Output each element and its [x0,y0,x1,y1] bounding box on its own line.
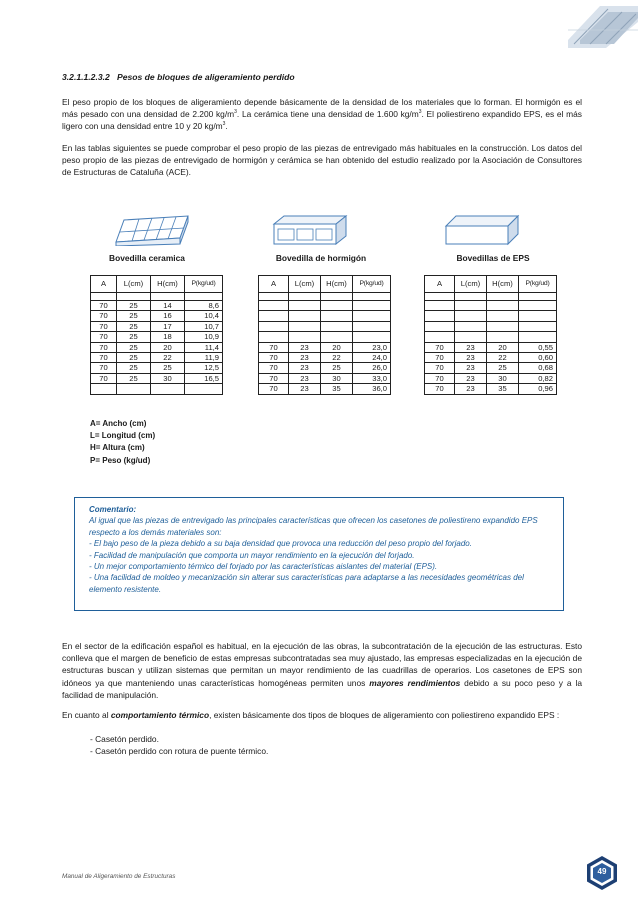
table-cell: 23 [455,373,487,383]
table-cell: 23 [289,352,321,362]
table-cell [185,384,223,394]
table-cell: 23 [289,373,321,383]
spacer-row [425,293,557,301]
table-cell: 20 [321,342,353,352]
table-header-row [425,276,557,293]
table-cell [321,301,353,311]
table-cell [117,384,151,394]
table-cell: 8,6 [185,301,223,311]
table-cell: 30 [487,373,519,383]
table-row [259,311,391,321]
table-cell: 70 [91,321,117,331]
column-header: P(kg/ud) [185,276,223,293]
table-row [91,311,223,321]
table-cell: 0,60 [519,352,557,362]
footer-manual-title: Manual de Aligeramiento de Estructuras [62,873,176,880]
table-cell: 23 [289,342,321,352]
table-ceramic [90,275,223,395]
intro-paragraph-density [62,96,582,133]
column-header: A [91,276,117,293]
comment-title: Comentario: [89,505,137,514]
table-row [425,301,557,311]
table-cell [519,311,557,321]
table-cell [425,311,455,321]
text-run: . El poliestireno expandido EPS, es el más ligero con una densidad entre 10 y 20 kg/m [62,109,582,132]
table-cell: 26,0 [353,363,391,373]
block-type-list [90,733,268,757]
table-cell: 23 [289,384,321,394]
table-cell: 25 [117,373,151,383]
table-cell: 70 [91,353,117,363]
table-cell: 30 [321,373,353,383]
table-row [259,321,391,331]
table-cell: 35 [487,384,519,394]
table-cell [151,384,185,394]
table-row [91,301,223,311]
eps-block-illustration [444,212,520,246]
text-run: En cuanto al [62,710,109,720]
table-cell: 20 [151,342,185,352]
table-row [259,352,391,362]
table-cell [487,311,519,321]
corner-decoration-image [560,0,638,48]
ceramic-block-illustration [114,212,190,246]
table-row [91,373,223,383]
table-cell [353,311,391,321]
table-row [259,363,391,373]
table-cell: 25 [117,342,151,352]
table-cell: 23,0 [353,342,391,352]
legend-item: P= Peso (kg/ud) [90,455,151,465]
table-cell: 25 [117,311,151,321]
section-title: Pesos de bloques de aligeramiento perdido [116,72,295,82]
table-cell [487,301,519,311]
table-row [425,311,557,321]
list-item: - Casetón perdido. [90,734,159,744]
table-cell: 70 [91,373,117,383]
table-cell: 16,5 [185,373,223,383]
table-cell [259,301,289,311]
table-cell: 35 [321,384,353,394]
list-item: - Casetón perdido con rotura de puente térmico. [90,746,269,757]
table-cell [487,332,519,342]
caption-ceramic: Bovedilla ceramica [109,253,185,263]
table-legend [90,418,155,467]
table-cell: 70 [425,342,455,352]
table-cell: 22 [487,352,519,362]
table-cell: 10,7 [185,321,223,331]
table-header-row [91,276,223,293]
comment-item: - El bajo peso de la pieza debido a su baja densidad que provoca una reducción del peso propio del forjado. [89,539,472,549]
comment-item: - Una facilidad de moldeo y mecanización sin alterar sus características para adaptarse a las necesidades geométricas del elemento resistente. [89,573,524,594]
table-cell: 14 [151,301,185,311]
table-cell [455,332,487,342]
table-row [91,363,223,373]
text-run: debido a su poco peso y a la facilidad de manipulación. [62,677,582,700]
text-run: El peso propio de los bloques de aligeramiento depende básicamente de la densidad de los materiales que lo forman. El hormigón es el más pesado con una densidad de 2.200 kg/m [62,97,582,120]
table-cell: 36,0 [353,384,391,394]
table-cell [353,301,391,311]
table-cell: 70 [425,373,455,383]
table-row [259,332,391,342]
table-cell: 70 [425,363,455,373]
table-cell: 23 [455,384,487,394]
section-heading [62,72,582,82]
emphasis-text: comportamiento térmico [110,710,210,720]
page-number-badge [585,855,619,891]
table-cell [425,332,455,342]
table-cell: 25 [117,363,151,373]
table-cell: 70 [259,352,289,362]
table-cell: 25 [487,363,519,373]
table-cell: 10,4 [185,311,223,321]
legend-item: H= Altura (cm) [90,443,145,453]
table-cell: 22 [321,352,353,362]
table-cell [289,332,321,342]
legend-item: L= Longitud (cm) [90,431,156,441]
table-cell: 17 [151,321,185,331]
table-header-row [259,276,391,293]
table-cell [289,311,321,321]
table-cell: 18 [151,332,185,342]
column-header: L(cm) [117,276,151,293]
caption-concrete: Bovedilla de hormigón [275,253,367,263]
table-cell: 25 [117,332,151,342]
table-cell [321,332,353,342]
text-run: . [225,121,228,132]
column-header: L(cm) [455,276,487,293]
table-row [425,352,557,362]
legend-item: A= Ancho (cm) [90,419,147,428]
table-cell: 0,82 [519,373,557,383]
table-cell: 70 [91,311,117,321]
superscript: 3 [418,109,422,116]
table-eps [424,275,557,395]
table-row [91,321,223,331]
table-row [425,342,557,352]
table-cell: 70 [259,384,289,394]
table-row [91,384,223,394]
table-cell: 20 [487,342,519,352]
table-row [259,301,391,311]
table-cell: 70 [259,342,289,352]
table-cell [353,332,391,342]
column-header: H(cm) [487,276,519,293]
table-cell: 0,96 [519,384,557,394]
text-run: , existen básicamente dos tipos de bloques de aligeramiento con poliestireno expandido EPS : [209,710,560,720]
table-row [259,373,391,383]
table-cell [259,311,289,321]
table-cell: 25 [321,363,353,373]
table-cell: 23 [455,342,487,352]
comment-item: - Facilidad de manipulación que comporta un mayor rendimiento en la ejecución del forjado. [89,550,415,560]
table-cell: 70 [259,363,289,373]
table-row [425,373,557,383]
superscript: 3 [222,121,226,128]
table-cell [455,301,487,311]
table-cell [519,332,557,342]
table-row [425,332,557,342]
table-cell: 25 [117,301,151,311]
table-cell: 0,55 [519,342,557,352]
table-cell: 33,0 [353,373,391,383]
table-cell [353,321,391,331]
table-row [425,363,557,373]
intro-paragraph-tables: En las tablas siguientes se puede comprobar el peso propio de las piezas de entrevigado más habituales en la construcción. Los datos del peso propio de las piezas de entrevigado de hormigón y cerámica se han obtenido del estudio realizado por la Asociación de Consultores de Estructuras de Cataluña (ACE). [62,143,582,178]
table-cell: 70 [91,363,117,373]
page-number: 49 [597,867,607,876]
table-row [425,321,557,331]
text-run: . La cerámica tiene una densidad de 1.600 kg/m [236,109,419,120]
column-header: A [259,276,289,293]
table-cell [259,332,289,342]
table-row [91,342,223,352]
table-cell: 70 [91,301,117,311]
column-header: H(cm) [321,276,353,293]
table-cell: 70 [91,332,117,342]
superscript: 3 [234,109,237,116]
table-cell: 11,9 [185,353,223,363]
table-row [259,342,391,352]
table-row [91,353,223,363]
table-cell: 25 [117,353,151,363]
spacer-row [91,293,223,301]
column-header: A [425,276,455,293]
table-cell: 23 [455,352,487,362]
table-cell [519,301,557,311]
table-cell: 0,68 [519,363,557,373]
table-cell [425,321,455,331]
table-row [259,384,391,394]
thermal-paragraph [62,709,582,721]
table-cell: 70 [91,342,117,352]
column-header: L(cm) [289,276,321,293]
table-cell: 12,5 [185,363,223,373]
table-cell [455,311,487,321]
table-cell [425,301,455,311]
table-cell [289,321,321,331]
column-header: H(cm) [151,276,185,293]
subcontracting-paragraph [62,640,582,701]
table-cell [289,301,321,311]
table-cell [487,321,519,331]
table-cell [321,311,353,321]
table-cell [91,384,117,394]
table-cell: 23 [289,363,321,373]
comment-box [74,497,564,611]
table-cell [519,321,557,331]
section-number: 3.2.1.1.2.3.2 [62,72,110,82]
column-header: P(kg/ud) [353,276,391,293]
table-row [425,384,557,394]
table-cell: 24,0 [353,352,391,362]
concrete-block-illustration [272,212,348,246]
table-row [91,332,223,342]
caption-eps: Bovedillas de EPS [456,253,530,263]
table-cell: 16 [151,311,185,321]
table-cell: 23 [455,363,487,373]
table-cell: 25 [117,321,151,331]
table-cell: 10,9 [185,332,223,342]
spacer-row [259,293,391,301]
comment-item: - Un mejor comportamiento térmico del forjado por las características aislantes del material (EPS). [89,562,438,572]
column-header: P(kg/ud) [519,276,557,293]
table-cell: 25 [151,363,185,373]
comment-intro: Al igual que las piezas de entrevigado las principales características que ofrecen los casetones de poliestireno expandido EPS respecto a los demás materiales son: [89,516,538,537]
table-cell [321,321,353,331]
table-concrete [258,275,391,395]
table-cell: 22 [151,353,185,363]
table-cell [455,321,487,331]
text-run: En el sector de la edificación español es habitual, en la ejecución de las obras, la subcontratación de la ejecución de las estructuras. Esto conlleva que el margen de beneficio de estas empresas subcontratadas sea muy ajustado, las empresas especializadas en la ejecución de estructuras buscan y utilizan sistemas que permitan un mayor rendimiento de las cuadrillas de operarios. Los casetones de EPS son idóneos ya que manteniendo unas características homogéneas permiten unos [62,641,582,688]
table-cell: 70 [425,384,455,394]
emphasis-text: mayores rendimientos [369,677,461,688]
table-cell [259,321,289,331]
table-cell: 70 [259,373,289,383]
table-cell: 70 [425,352,455,362]
table-cell: 11,4 [185,342,223,352]
table-cell: 30 [151,373,185,383]
